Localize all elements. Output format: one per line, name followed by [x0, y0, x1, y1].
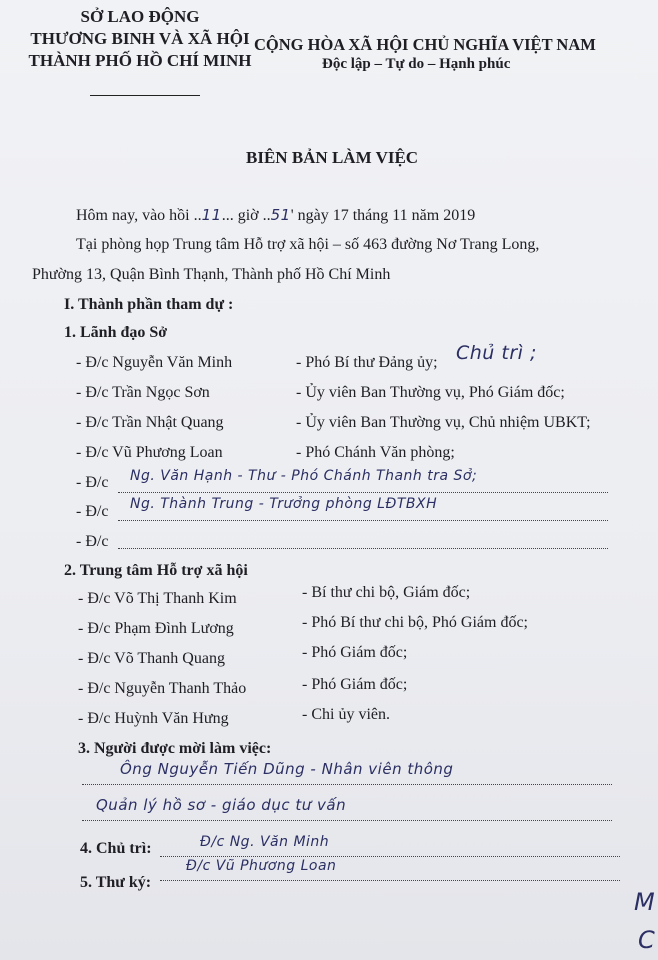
secretary-handwritten: Đ/c Vũ Phương Loan [186, 858, 337, 874]
invitee-dotted-line-1 [82, 784, 612, 785]
secretary-dotted-line [160, 880, 620, 881]
invitee-handwritten-1: Ông Nguyễn Tiến Dũng - Nhân viên thông [120, 760, 454, 778]
agency-line-1: SỞ LAO ĐỘNG [80, 7, 200, 26]
section-4-label: 4. Chủ trì: [80, 840, 152, 857]
intro-line-2: Tại phòng họp Trung tâm Hỗ trợ xã hội – số 463 đường Nơ Trang Long, [76, 236, 540, 253]
minute-handwritten: 51 [270, 206, 291, 224]
chair-dotted-line [160, 856, 620, 857]
agency-header [20, 6, 260, 72]
agency-line-3: THÀNH PHỐ HỒ CHÍ MINH [28, 51, 252, 70]
extra-prefix: - Đ/c [76, 474, 109, 491]
center-member-prefix: - Đ/c Nguyễn Thanh Thảo [78, 680, 247, 697]
member-prefix: - Đ/c Vũ Phương Loan [76, 444, 223, 461]
margin-mark-a: M [634, 888, 656, 916]
member-prefix: - Đ/c Nguyễn Văn Minh [76, 354, 233, 371]
member-role: - Phó Chánh Văn phòng; [296, 444, 455, 461]
national-header: CỘNG HÒA XÃ HỘI CHỦ NGHĨA VIỆT NAM [254, 35, 596, 54]
extra-prefix: - Đ/c [76, 503, 109, 520]
center-member-role: - Phó Giám đốc; [302, 676, 408, 693]
section-1-sub-1: 1. Lãnh đạo Sở [64, 324, 168, 341]
national-motto: Độc lập – Tự do – Hạnh phúc [322, 56, 511, 72]
member-note-handwritten: Chủ trì ; [456, 342, 537, 364]
section-3-heading: 3. Người được mời làm việc: [78, 740, 272, 757]
member-role: - Ủy viên Ban Thường vụ, Phó Giám đốc; [296, 384, 565, 401]
center-member-prefix: - Đ/c Võ Thanh Quang [78, 650, 225, 667]
intro-text-c: ' ngày 17 tháng 11 năm 2019 [290, 207, 476, 224]
margin-mark-b: C [638, 926, 656, 954]
invitee-dotted-line-2 [82, 820, 612, 821]
member-role: - Phó Bí thư Đảng ủy; [296, 354, 438, 371]
hour-handwritten: 11 [201, 206, 222, 224]
intro-line-3: Phường 13, Quận Bình Thạnh, Thành phố Hồ Chí Minh [32, 266, 391, 283]
agency-underline [90, 95, 200, 96]
center-member-prefix: - Đ/c Võ Thị Thanh Kim [78, 590, 237, 607]
center-member-prefix: - Đ/c Phạm Đình Lương [78, 620, 234, 637]
member-role: - Ủy viên Ban Thường vụ, Chủ nhiệm UBKT; [296, 414, 591, 431]
center-member-role: - Chi ủy viên. [302, 706, 390, 723]
intro-text-a: Hôm nay, vào hồi .. [76, 207, 202, 224]
extra-handwritten: Ng. Văn Hạnh - Thư - Phó Chánh Thanh tra Sở; [130, 468, 478, 484]
center-member-role: - Phó Bí thư chi bộ, Phó Giám đốc; [302, 614, 528, 631]
member-prefix: - Đ/c Trần Nhật Quang [76, 414, 224, 431]
center-member-role: - Phó Giám đốc; [302, 644, 408, 661]
section-5-label: 5. Thư ký: [80, 874, 152, 891]
extra-dotted-line [118, 492, 608, 493]
extra-dotted-line [118, 548, 608, 549]
document-title: BIÊN BẢN LÀM VIỆC [246, 148, 419, 167]
section-1-sub-2: 2. Trung tâm Hỗ trợ xã hội [64, 562, 248, 579]
extra-dotted-line [118, 520, 608, 521]
intro-line-1 [76, 206, 475, 225]
extra-prefix: - Đ/c [76, 533, 109, 550]
member-prefix: - Đ/c Trần Ngọc Sơn [76, 384, 210, 401]
intro-text-b: ... giờ .. [221, 207, 271, 224]
extra-handwritten: Ng. Thành Trung - Trưởng phòng LĐTBXH [130, 496, 438, 512]
agency-line-2: THƯƠNG BINH VÀ XÃ HỘI [30, 29, 250, 48]
center-member-role: - Bí thư chi bộ, Giám đốc; [302, 584, 471, 601]
section-1-heading: I. Thành phần tham dự : [64, 296, 234, 313]
chair-handwritten: Đ/c Ng. Văn Minh [200, 834, 330, 850]
invitee-handwritten-2: Quản lý hồ sơ - giáo dục tư vấn [96, 796, 347, 814]
center-member-prefix: - Đ/c Huỳnh Văn Hưng [78, 710, 229, 727]
